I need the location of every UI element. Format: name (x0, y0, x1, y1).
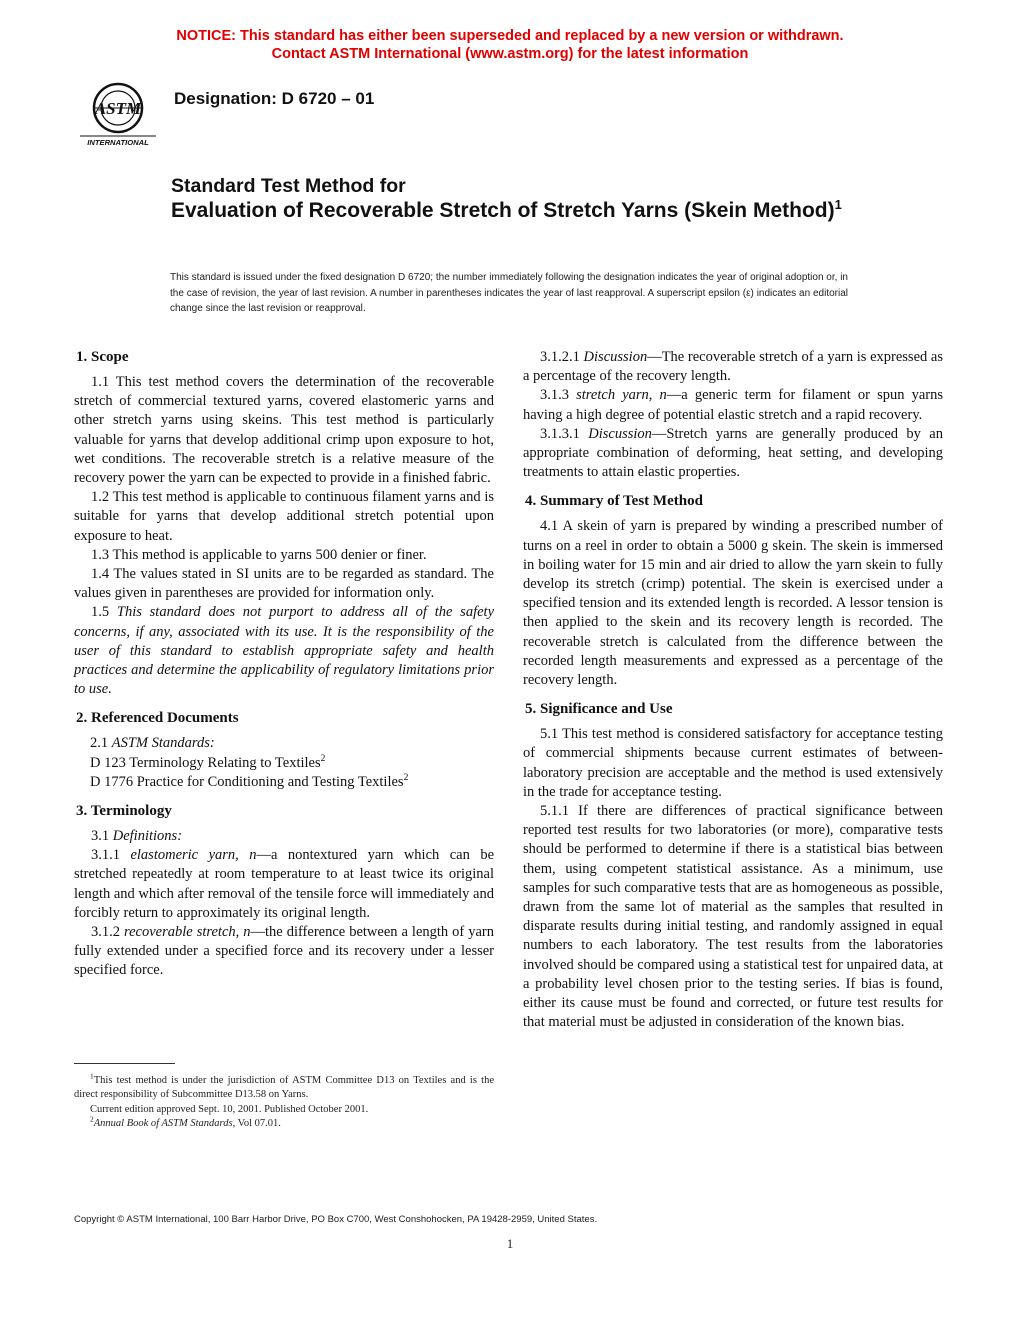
term-3-1-3-text: —a generic term for filament or spun yarns having a high degree of potential elastic stretch and a rapid recovery. (523, 387, 943, 423)
ref-d1776 (90, 773, 494, 792)
term-3-1 (74, 827, 494, 846)
term-3-1-3 (523, 386, 943, 424)
term-3-1-2-1-text: —The recoverable stretch of a yarn is expressed as a percentage of the recovery length. (523, 349, 944, 385)
term-3-1-2-text: —the difference between a length of yarn fully extended under a specified force and its recovery under a lesser specified force. (74, 924, 494, 979)
title-footnote-mark: 1 (834, 197, 842, 212)
footnote-divider (74, 1063, 175, 1064)
page-number: 1 (506, 1236, 514, 1251)
scope-heading: 1. Scope (76, 349, 129, 365)
right-column (523, 348, 943, 1033)
scope-1-2: 1.2 This test method is applicable to continuous filament yarns and is suitable for yarns that develop additional stretch potential upon exposure to heat. (74, 489, 494, 544)
term-3-1-1-text: —a nontextured yarn which can be stretched repeatedly at room temperature to at least twice its original length and which after removal of the tensile force will immediately and forcibly return to approximately its original length. (74, 847, 495, 921)
term-3-1-2-1 (523, 348, 943, 386)
terminology-heading: 3. Terminology (76, 803, 172, 820)
logo-text: ASTM (94, 99, 142, 118)
ref-d123-text: D 123 Terminology Relating to Textiles (90, 754, 321, 771)
footnotes (74, 1071, 494, 1131)
scope-1-1: 1.1 This test method covers the determination of the recoverable stretch of commercial textured yarns, covered elastomeric yarns and other stretch yarns using skeins. This test method is particularly valuable for yarns that develop additional crimp upon exposure to hot, wet conditions. The recoverable stretch is a relative measure of the recovery power the yarn can be expected to provide in a finished fabric. (74, 374, 494, 487)
title-main (171, 198, 891, 224)
footnote-2-text: , Vol 07.01. (232, 1117, 281, 1129)
footnote-1 (74, 1071, 494, 1103)
scope-1-4: 1.4 The values stated in SI units are to be regarded as standard. The values given in parentheses are provided for information only. (74, 566, 494, 602)
footnote-1-text: This test method is under the jurisdiction of ASTM Committee D13 on Textiles and is the direct responsibility of Subcommittee D13.58 on Yarns. (74, 1075, 494, 1101)
refdocs-heading: 2. Referenced Documents (76, 710, 239, 727)
significance-5-1-1: 5.1.1 If there are differences of practical significance between reported test results for two laboratories (or more), comparative tests should be performed to determine if there is a statistical bias between them, using competent statistical assistance. As a minimum, use samples for such comparative tests that are as homogeneous as possible, drawn from the same lot of material as the samples that resulted in disparate results during initial testing, and randomly assigned in equal numbers to each laboratory. The test results from the laboratories involved should be compared using a statistical test for unpaired data, at a probability level chosen prior to the testing series. If bias is found, either its cause must be found and corrected, or future test results for that material must be adjusted in consideration of the known bias. (523, 803, 943, 1031)
term-3-1-3-1 (523, 425, 943, 483)
logo-subtext: INTERNATIONAL (87, 138, 149, 147)
ref-d123-mark: 2 (320, 753, 326, 764)
withdrawal-notice (0, 27, 1020, 63)
term-3-1-2-num: 3.1.2 (91, 924, 120, 941)
astm-logo-icon (76, 78, 160, 148)
term-3-1-1-num: 3.1.1 (91, 847, 120, 864)
term-3-1-1 (74, 846, 494, 923)
notice-line-2: Contact ASTM International (www.astm.org) for the latest information (271, 46, 749, 62)
term-3-1-2-1-term: Discussion (583, 349, 648, 365)
designation: Designation: D 6720 – 01 (174, 89, 375, 108)
document-title (171, 175, 891, 224)
scope-1-5-num: 1.5 (91, 604, 110, 621)
title-subtitle: Standard Test Method for (171, 175, 406, 197)
astm-logo (76, 78, 160, 148)
ref-d1776-text: D 1776 Practice for Conditioning and Testing Textiles (90, 773, 404, 790)
term-3-1-1-term: elastomeric yarn, n (130, 847, 257, 864)
significance-heading: 5. Significance and Use (525, 701, 673, 718)
refdocs-2-1-num: 2.1 (90, 735, 109, 752)
refdocs-2-1-label: ASTM Standards: (111, 735, 215, 752)
footnote-1-edition: Current edition approved Sept. 10, 2001. Published October 2001. (90, 1103, 369, 1115)
refdocs-2-1 (74, 734, 494, 753)
scope-1-5 (74, 603, 494, 699)
term-3-1-3-1-term: Discussion (588, 425, 652, 442)
footnote-2-mark: 2 (90, 1114, 94, 1124)
scope-1-3: 1.3 This method is applicable to yarns 500 denier or finer. (91, 546, 427, 563)
term-3-1-3-num: 3.1.3 (540, 387, 569, 404)
copyright: Copyright © ASTM International, 100 Barr Harbor Drive, PO Box C700, West Conshohocken, PA 19428-2959, United States. (74, 1214, 598, 1225)
footnote-1-mark: 1 (90, 1071, 94, 1081)
summary-4-1: 4.1 A skein of yarn is prepared by winding a prescribed number of turns on a reel in order to obtain a 5000 g skein. The skein is immersed in boiling water for 15 min and air dried to allow the yarn skein to fully develop its stretch (crimp) potential. The skein is exercised under a specified tension and its extended length is recorded. A lessor tension is then applied to the skein and its recovery length is recorded. The recoverable stretch is calculated from the difference between the recorded length measurements and expressed as a percentage of the recovery length. (523, 518, 943, 689)
term-3-1-2-term: recoverable stretch, n (124, 924, 251, 941)
term-3-1-2-1-num: 3.1.2.1 (540, 349, 580, 365)
term-3-1-3-1-num: 3.1.3.1 (540, 425, 580, 442)
title-main-text: Evaluation of Recoverable Stretch of Stretch Yarns (Skein Method) (171, 199, 835, 222)
ref-d1776-mark: 2 (403, 773, 409, 784)
term-3-1-2 (74, 923, 494, 981)
term-3-1-3-1-text: —Stretch yarns are generally produced by an appropriate combination of deforming, heat setting, and developing treatments to attain elastic properties. (523, 425, 943, 481)
left-column (74, 348, 494, 981)
notice-line-1: NOTICE: This standard has either been superseded and replaced by a new version or withdrawn. (176, 28, 844, 44)
term-3-1-label: Definitions: (112, 828, 183, 845)
term-3-1-3-term: stretch yarn, n (576, 387, 667, 404)
footnote-2-italic: Annual Book of ASTM Standards (93, 1117, 233, 1129)
summary-heading: 4. Summary of Test Method (525, 493, 703, 510)
term-3-1-num: 3.1 (91, 828, 110, 845)
significance-5-1: 5.1 This test method is considered satisfactory for acceptance testing of commercial shipments because current estimates of between-laboratory precision are acceptable and the method is used extensively in the trade for acceptance testing. (523, 726, 943, 800)
ref-d123 (90, 754, 494, 773)
issued-note: This standard is issued under the fixed designation D 6720; the number immediately following the designation indicates the year of original adoption or, in the case of revision, the year of last revision. A number in parentheses indicates the year of last reapproval. A superscript epsilon (ε) indicates an editorial change since the last revision or reapproval. (170, 272, 848, 314)
footnote-2 (74, 1114, 494, 1131)
scope-1-5-text: This standard does not purport to address all of the safety concerns, if any, associated with its use. It is the responsibility of the user of this standard to establish appropriate safety and health practices and determine the applicability of regulatory limitations prior to use. (74, 604, 495, 698)
